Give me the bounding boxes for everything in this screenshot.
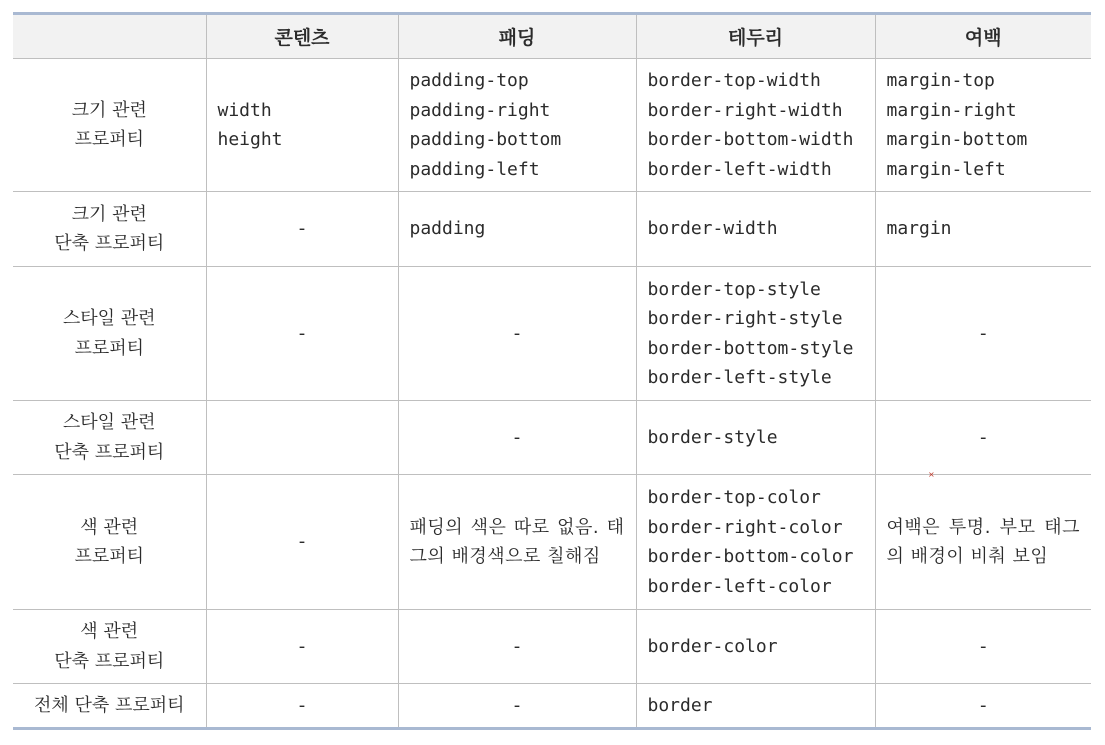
margin-note: 여백은 투명. 부모 태그의 배경이 비춰 보임 [875, 475, 1091, 610]
row-label: 크기 관련 단축 프로퍼티 [13, 192, 206, 267]
table-row [13, 59, 1091, 192]
css-box-model-properties-table [13, 12, 1091, 730]
margin-cell: - [875, 401, 1091, 475]
row-label: 스타일 관련 단축 프로퍼티 [13, 401, 206, 475]
padding-note: 패딩의 색은 따로 없음. 태그의 배경색으로 칠해짐 [398, 475, 636, 610]
row-label: 색 관련 프로퍼티 [13, 475, 206, 610]
padding-cell: padding-top padding-right padding-bottom padding-left [398, 59, 636, 192]
border-cell: border-top-width border-right-width border-bottom-width border-left-width [636, 59, 875, 192]
content-cell: - [206, 267, 398, 401]
table-row [13, 684, 1091, 729]
padding-cell: - [398, 401, 636, 475]
row-label: 크기 관련 프로퍼티 [13, 59, 206, 192]
border-cell: border-width [636, 192, 875, 267]
border-cell: border-color [636, 610, 875, 684]
header-row [13, 14, 1091, 59]
margin-cell: - [875, 267, 1091, 401]
content-cell: - [206, 684, 398, 729]
border-cell: border-top-color border-right-color border-bottom-color border-left-color [636, 475, 875, 610]
header-corner [13, 14, 206, 59]
border-cell: border-style [636, 401, 875, 475]
padding-cell: - [398, 684, 636, 729]
row-label: 스타일 관련 프로퍼티 [13, 267, 206, 401]
content-cell [206, 401, 398, 475]
table-row [13, 610, 1091, 684]
margin-cell: margin-top margin-right margin-bottom margin-left [875, 59, 1091, 192]
padding-cell: padding [398, 192, 636, 267]
table-row [13, 192, 1091, 267]
padding-cell: - [398, 610, 636, 684]
margin-cell: margin [875, 192, 1091, 267]
content-cell: - [206, 192, 398, 267]
table-row [13, 267, 1091, 401]
header-border: 테두리 [636, 14, 875, 59]
header-margin: 여백 [875, 14, 1091, 59]
content-cell: width height [206, 59, 398, 192]
border-cell: border [636, 684, 875, 729]
row-label: 색 관련 단축 프로퍼티 [13, 610, 206, 684]
stray-mark: × [928, 470, 935, 479]
content-cell: - [206, 475, 398, 610]
table-row [13, 401, 1091, 475]
margin-cell: - [875, 610, 1091, 684]
table-row [13, 475, 1091, 610]
padding-cell: - [398, 267, 636, 401]
border-cell: border-top-style border-right-style border-bottom-style border-left-style [636, 267, 875, 401]
header-content: 콘텐츠 [206, 14, 398, 59]
header-padding: 패딩 [398, 14, 636, 59]
margin-cell: - [875, 684, 1091, 729]
row-label: 전체 단축 프로퍼티 [13, 684, 206, 729]
content-cell: - [206, 610, 398, 684]
